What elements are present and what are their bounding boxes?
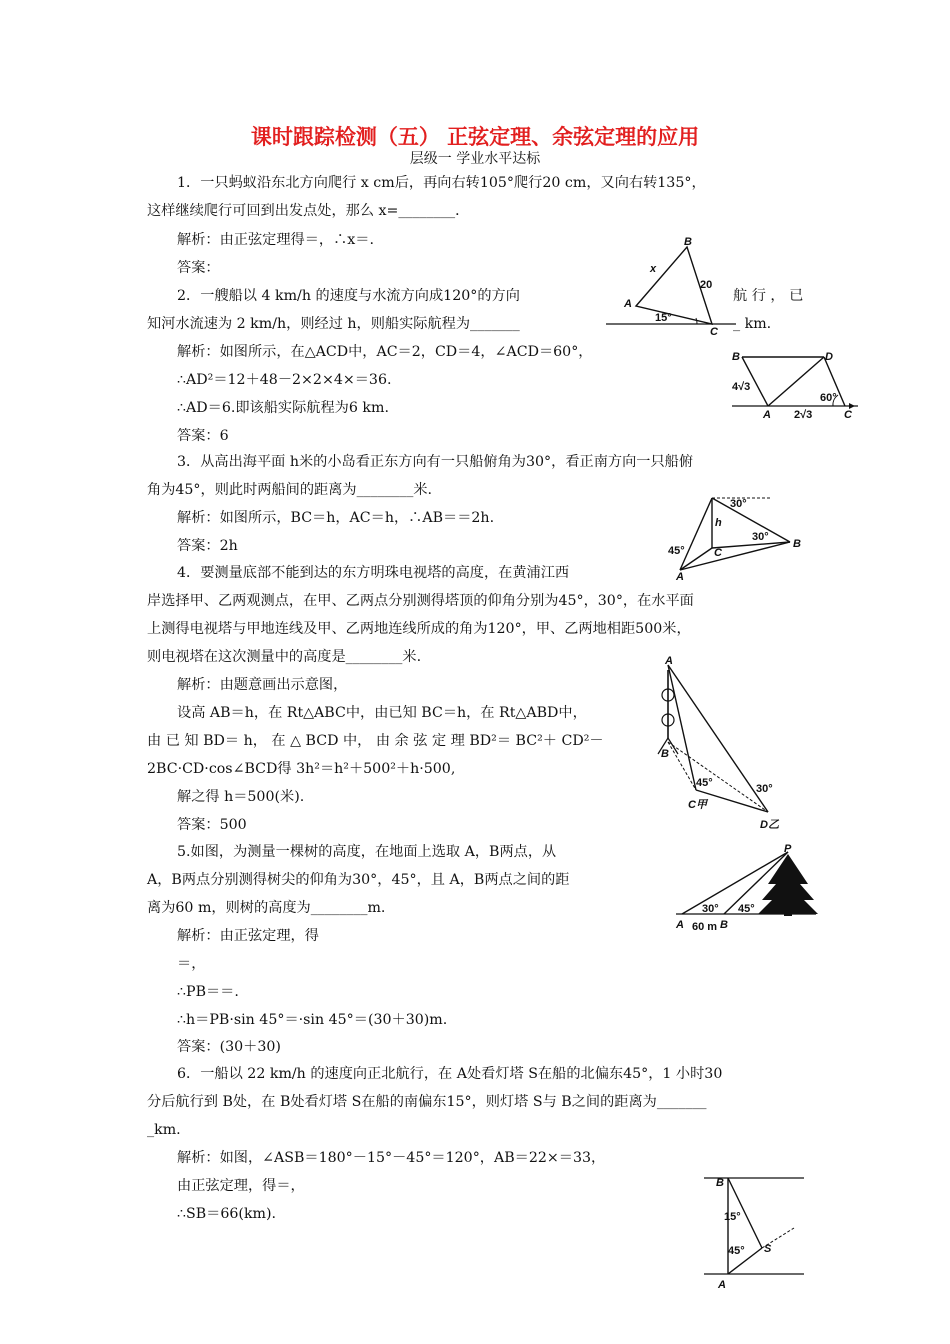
svg-text:C: C (710, 326, 718, 336)
q2-line1-end: 航 行 ， 已 (733, 288, 804, 304)
figure-lighthouse (700, 1168, 810, 1292)
svg-text:45°: 45° (738, 903, 755, 915)
q2-solution-2: ∴AD²＝12＋48－2×2×4×＝36. (177, 372, 392, 388)
q2-line1: 2．一艘船以 4 km/h 的速度与水流方向成120°的方向 (177, 288, 520, 304)
figure-triangle-abc (600, 232, 740, 336)
q4-solution-5: 解之得 h＝500(米). (177, 789, 305, 805)
q3-answer: 答案：2h (177, 538, 238, 554)
svg-text:45°: 45° (668, 545, 685, 557)
svg-text:30°: 30° (702, 903, 719, 915)
svg-text:B: B (720, 919, 728, 931)
q5-solution-2: ＝， (177, 956, 206, 972)
q6-solution-2: 由正弦定理，得＝， (177, 1178, 305, 1194)
svg-text:30°: 30° (730, 498, 747, 510)
q5-line1: 5.如图，为测量一棵树的高度，在地面上选取 A，B两点，从 (177, 844, 557, 860)
q6-solution-1: 解析：如图，∠ASB＝180°－15°－45°＝120°，AB＝22×＝33， (177, 1150, 606, 1166)
q5-solution-1: 解析：由正弦定理，得 (177, 928, 319, 944)
svg-text:h: h (715, 517, 722, 529)
svg-text:B: B (684, 236, 692, 248)
q4-solution-4: 2BC·CD·cos∠BCD得 3h²＝h²＋500²＋h·500, (147, 761, 456, 777)
svg-text:A: A (718, 1279, 726, 1291)
svg-text:S: S (764, 1243, 772, 1255)
q4-line1: 4．要测量底部不能到达的东方明珠电视塔的高度，在黄浦江西 (177, 565, 570, 581)
svg-text:A: A (676, 571, 684, 582)
q5-line3: 离为60 m，则树的高度为________m. (147, 900, 386, 916)
svg-text:45°: 45° (728, 1245, 745, 1257)
section-subtitle: 层级一 学业水平达标 (409, 151, 541, 167)
q6-solution-3: ∴SB＝66(km). (177, 1206, 277, 1222)
svg-text:A: A (665, 655, 673, 667)
svg-text:15°: 15° (655, 312, 672, 324)
q5-line2: A，B两点分别测得树尖的仰角为30°，45°，且 A，B两点之间的距 (147, 872, 570, 888)
q3-line2: 角为45°，则此时两船间的距离为________米. (147, 482, 433, 498)
svg-text:30°: 30° (756, 783, 773, 795)
q5-answer: 答案：(30＋30) (177, 1039, 281, 1055)
q4-answer: 答案：500 (177, 817, 247, 833)
svg-text:45°: 45° (696, 777, 713, 789)
svg-text:P: P (784, 843, 792, 855)
q6-line1: 6．一船以 22 km/h 的速度向正北航行，在 A处看灯塔 S在船的北偏东45°，1 小时30 (177, 1066, 723, 1082)
svg-text:C甲: C甲 (688, 799, 707, 811)
svg-text:x: x (650, 263, 657, 275)
q3-solution: 解析：如图所示，BC＝h，AC＝h，∴AB＝＝2h. (177, 510, 495, 526)
figure-tv-tower (656, 650, 796, 832)
svg-text:B: B (732, 351, 740, 363)
svg-text:B: B (716, 1177, 724, 1189)
q3-line1: 3．从高出海平面 h米的小岛看正东方向有一只船俯角为30°，看正南方向一只船俯 (177, 454, 694, 470)
svg-text:30°: 30° (752, 531, 769, 543)
q1-solution: 解析：由正弦定理得＝，∴x＝. (177, 232, 374, 248)
q4-line3: 上测得电视塔与甲地连线及甲、乙两地连线所成的角为120°，甲、乙两地相距500米， (147, 621, 691, 637)
q5-solution-3: ∴PB＝＝. (177, 984, 239, 1000)
svg-text:60 m: 60 m (692, 921, 718, 933)
q4-line2: 岸选择甲、乙两观测点，在甲、乙两点分别测得塔顶的仰角分别为45°，30°，在水平面 (147, 593, 694, 609)
q1-line2: 这样继续爬行可回到出发点处，那么 x=________． (147, 203, 470, 219)
svg-text:B: B (793, 538, 801, 550)
q1-line1: 1．一只蚂蚁沿东北方向爬行 x cm后，再向右转105°爬行20 cm，又向右转135°， (177, 175, 706, 191)
q5-solution-4: ∴h＝PB·sin 45°＝·sin 45°＝(30＋30)m. (177, 1012, 448, 1028)
q4-solution-3: 由 已 知 BD＝ h， 在 △ BCD 中， 由 余 弦 定 理 BD²＝ BC²＋ CD²－ (147, 733, 604, 749)
svg-text:20: 20 (700, 279, 713, 291)
q4-solution-1: 解析：由题意画出示意图， (177, 677, 348, 693)
page-title: 课时跟踪检测（五） 正弦定理、余弦定理的应用 (250, 125, 700, 149)
q2-solution-1: 解析：如图所示，在△ACD中，AC＝2，CD＝4，∠ACD＝60°， (177, 344, 593, 360)
svg-text:2√3: 2√3 (794, 409, 813, 421)
figure-parallelogram (728, 348, 862, 424)
svg-text:15°: 15° (724, 1211, 741, 1223)
q6-line3: _km. (147, 1122, 181, 1138)
q2-line2-end: _ km. (733, 316, 772, 332)
svg-text:4√3: 4√3 (732, 381, 751, 393)
svg-text:A: A (624, 298, 632, 310)
q4-solution-2: 设高 AB＝h，在 Rt△ABC中，由已知 BC＝h，在 Rt△ABD中， (177, 705, 587, 721)
figure-island-ships (668, 490, 808, 582)
svg-text:60°: 60° (820, 392, 837, 404)
figure-tree (672, 842, 822, 934)
svg-text:D: D (825, 351, 833, 363)
q2-line2: 知河水流速为 2 km/h，则经过 h，则船实际航程为_______ (147, 316, 520, 332)
svg-text:A: A (763, 409, 771, 421)
q2-solution-3: ∴AD＝6.即该船实际航程为6 km. (177, 400, 389, 416)
svg-text:D乙: D乙 (760, 819, 779, 831)
q1-answer: 答案： (177, 260, 220, 276)
svg-text:C: C (844, 409, 852, 421)
svg-text:B: B (661, 748, 669, 760)
q6-line2: 分后航行到 B处，在 B处看灯塔 S在船的南偏东15°，则灯塔 S与 B之间的距离为_______ (147, 1094, 707, 1110)
svg-text:A: A (676, 919, 684, 931)
q4-line4: 则电视塔在这次测量中的高度是________米. (147, 649, 422, 665)
svg-text:C: C (714, 547, 722, 559)
q2-answer: 答案：6 (177, 428, 229, 444)
